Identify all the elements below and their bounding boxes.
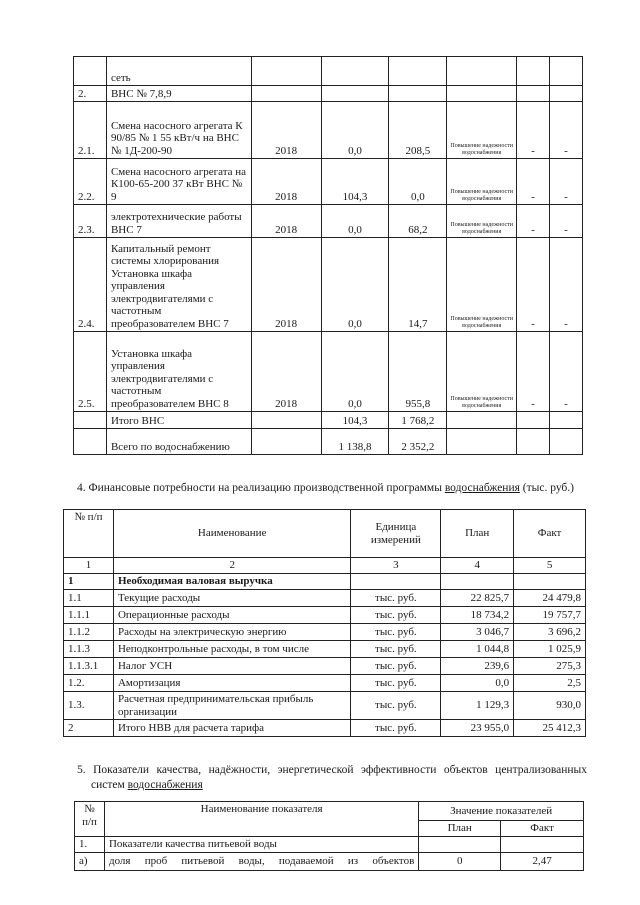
vns-row [74, 102, 583, 159]
vns-year [251, 57, 321, 86]
fin-fact: 930,0 [514, 692, 586, 720]
section-5-heading-line2: систем [91, 779, 128, 791]
vns-name: сеть [106, 57, 251, 86]
financial-row [64, 658, 586, 675]
fin-unit: тыс. руб. [351, 692, 441, 720]
fin-unit: тыс. руб. [351, 590, 441, 607]
fin-plan: 239,6 [441, 658, 514, 675]
vns-num: 2.4. [74, 238, 107, 332]
vns-dash-2 [550, 57, 583, 86]
vns-dash-2 [550, 412, 583, 429]
fin-plan: 1 044,8 [441, 641, 514, 658]
quality-indicators-table [74, 801, 584, 871]
section-4-heading-link: водоснабжения [444, 482, 520, 494]
financial-row [64, 641, 586, 658]
index-cell: 3 [351, 558, 441, 574]
vns-row [74, 412, 583, 429]
vns-dash-2: - [550, 238, 583, 332]
financial-header-row [64, 510, 586, 558]
fin-name: Необходимая валовая выручка [113, 574, 350, 590]
vns-year [251, 412, 321, 429]
index-cell: 1 [64, 558, 114, 574]
vns-value-2 [389, 86, 447, 102]
financial-row [64, 574, 586, 590]
vns-row [74, 86, 583, 102]
vns-value-2: 955,8 [389, 332, 447, 412]
fin-plan [441, 574, 514, 590]
index-cell: 5 [514, 558, 586, 574]
vns-value-1: 0,0 [321, 102, 389, 159]
fin-name: Амортизация [113, 675, 350, 692]
vns-dash-2: - [550, 205, 583, 238]
vns-name: Итого ВНС [106, 412, 251, 429]
fin-fact: 2,5 [514, 675, 586, 692]
fin-fact: 3 696,2 [514, 624, 586, 641]
vns-row [74, 332, 583, 412]
vns-purpose: Повышение надежности водоснабжения [447, 238, 517, 332]
vns-value-1: 0,0 [321, 238, 389, 332]
financial-row [64, 607, 586, 624]
fin-fact: 19 757,7 [514, 607, 586, 624]
fin-plan: 3 046,7 [441, 624, 514, 641]
fin-plan: 0,0 [441, 675, 514, 692]
section-4-heading-text: 4. Финансовые потребности на реализацию производственной программы [77, 482, 445, 494]
quality-fact: 2,47 [501, 853, 584, 871]
vns-value-1 [321, 86, 389, 102]
fin-name: Операционные расходы [113, 607, 350, 624]
quality-row [75, 837, 584, 853]
vns-value-2: 0,0 [389, 159, 447, 205]
fin-num: 2 [64, 720, 114, 737]
vns-dash-2 [550, 86, 583, 102]
vns-investment-table [73, 56, 583, 455]
vns-dash-1: - [517, 205, 550, 238]
section-4-heading-unit: (тыс. руб.) [519, 482, 574, 494]
fin-num: 1.1.3.1 [64, 658, 114, 675]
vns-num [74, 429, 107, 455]
fin-unit: тыс. руб. [351, 720, 441, 737]
fin-fact: 275,3 [514, 658, 586, 675]
financial-row [64, 720, 586, 737]
fin-plan: 18 734,2 [441, 607, 514, 624]
fin-unit: тыс. руб. [351, 658, 441, 675]
quality-header-values: Значение показателей [419, 802, 584, 821]
vns-value-2 [389, 57, 447, 86]
vns-year: 2018 [251, 159, 321, 205]
fin-num: 1.1 [64, 590, 114, 607]
fin-unit: тыс. руб. [351, 607, 441, 624]
vns-row [74, 429, 583, 455]
financial-row [64, 675, 586, 692]
vns-purpose [447, 57, 517, 86]
vns-purpose: Повышение надежности водоснабжения [447, 159, 517, 205]
fin-num: 1.1.1 [64, 607, 114, 624]
fin-num: 1.1.2 [64, 624, 114, 641]
header-num: № п/п [64, 510, 114, 558]
vns-num: 2.5. [74, 332, 107, 412]
fin-name: Итого НВВ для расчета тарифа [113, 720, 350, 737]
vns-name: Всего по водоснабжению [106, 429, 251, 455]
fin-name: Неподконтрольные расходы, в том числе [113, 641, 350, 658]
vns-dash-2: - [550, 102, 583, 159]
fin-fact [514, 574, 586, 590]
vns-dash-1: - [517, 332, 550, 412]
fin-num: 1.3. [64, 692, 114, 720]
vns-num [74, 412, 107, 429]
fin-fact: 24 479,8 [514, 590, 586, 607]
index-cell: 2 [113, 558, 350, 574]
vns-num: 2. [74, 86, 107, 102]
financial-row [64, 692, 586, 720]
fin-name: Расходы на электрическую энергию [113, 624, 350, 641]
quality-plan: 0 [419, 853, 501, 871]
vns-value-1: 104,3 [321, 159, 389, 205]
quality-header-plan: План [419, 821, 501, 837]
vns-year: 2018 [251, 205, 321, 238]
vns-num [74, 57, 107, 86]
vns-dash-1 [517, 412, 550, 429]
financial-index-row [64, 558, 586, 574]
vns-year: 2018 [251, 238, 321, 332]
fin-name: Налог УСН [113, 658, 350, 675]
fin-unit: тыс. руб. [351, 641, 441, 658]
quality-plan [419, 837, 501, 853]
fin-unit: тыс. руб. [351, 624, 441, 641]
quality-fact [501, 837, 584, 853]
index-cell: 4 [441, 558, 514, 574]
fin-unit: тыс. руб. [351, 675, 441, 692]
quality-row [75, 853, 584, 871]
vns-dash-2 [550, 429, 583, 455]
section-5-heading [77, 763, 587, 793]
vns-dash-2: - [550, 332, 583, 412]
vns-dash-1: - [517, 238, 550, 332]
vns-num: 2.2. [74, 159, 107, 205]
vns-value-2: 1 768,2 [389, 412, 447, 429]
fin-name: Текущие расходы [113, 590, 350, 607]
fin-plan: 23 955,0 [441, 720, 514, 737]
vns-value-2: 2 352,2 [389, 429, 447, 455]
vns-value-1: 1 138,8 [321, 429, 389, 455]
vns-purpose [447, 412, 517, 429]
vns-dash-1 [517, 86, 550, 102]
quality-header-row-1 [75, 802, 584, 821]
fin-plan: 1 129,3 [441, 692, 514, 720]
section-5-heading-line1: 5. Показатели качества, надёжности, энергетической эффективности объектов централизованных [77, 764, 587, 776]
vns-dash-1 [517, 57, 550, 86]
vns-row [74, 57, 583, 86]
vns-name: ВНС № 7,8,9 [106, 86, 251, 102]
financial-row [64, 624, 586, 641]
vns-purpose [447, 429, 517, 455]
quality-header-num: № п/п [75, 802, 105, 837]
vns-row [74, 205, 583, 238]
fin-unit [351, 574, 441, 590]
vns-dash-1 [517, 429, 550, 455]
fin-num: 1.2. [64, 675, 114, 692]
vns-value-1 [321, 57, 389, 86]
fin-num: 1.1.3 [64, 641, 114, 658]
section-4-heading [77, 481, 574, 496]
header-name: Наименование [113, 510, 350, 558]
vns-dash-1: - [517, 102, 550, 159]
quality-num: а) [75, 853, 105, 871]
vns-num: 2.3. [74, 205, 107, 238]
header-plan: План [441, 510, 514, 558]
quality-header-name: Наименование показателя [104, 802, 418, 837]
vns-row [74, 159, 583, 205]
vns-year: 2018 [251, 102, 321, 159]
vns-name: Капитальный ремонт системы хлорирования Установка шкафа управления электродвигателями с частотным преобразователем ВНС 7 [106, 238, 251, 332]
fin-plan: 22 825,7 [441, 590, 514, 607]
fin-name: Расчетная предпринимательская прибыль организации [113, 692, 350, 720]
vns-name: Установка шкафа управления электродвигателями с частотным преобразователем ВНС 8 [106, 332, 251, 412]
vns-name: Смена насосного агрегата на К100-65-200 37 кВт ВНС № 9 [106, 159, 251, 205]
vns-name: Смена насосного агрегата К 90/85 № 1 55 кВт/ч на ВНС № 1Д-200-90 [106, 102, 251, 159]
vns-purpose: Повышение надежности водоснабжения [447, 205, 517, 238]
vns-value-1: 104,3 [321, 412, 389, 429]
vns-year: 2018 [251, 332, 321, 412]
fin-num: 1 [64, 574, 114, 590]
vns-dash-2: - [550, 159, 583, 205]
vns-purpose: Повышение надежности водоснабжения [447, 102, 517, 159]
vns-row [74, 238, 583, 332]
vns-value-2: 68,2 [389, 205, 447, 238]
quality-num: 1. [75, 837, 105, 853]
financial-needs-table [63, 509, 586, 737]
vns-year [251, 429, 321, 455]
header-fact: Факт [514, 510, 586, 558]
vns-value-2: 14,7 [389, 238, 447, 332]
vns-purpose [447, 86, 517, 102]
vns-value-2: 208,5 [389, 102, 447, 159]
quality-header-fact: Факт [501, 821, 584, 837]
vns-value-1: 0,0 [321, 205, 389, 238]
fin-fact: 25 412,3 [514, 720, 586, 737]
fin-fact: 1 025,9 [514, 641, 586, 658]
header-unit: Единица измерений [351, 510, 441, 558]
quality-name: Показатели качества питьевой воды [104, 837, 418, 853]
vns-name: электротехнические работы ВНС 7 [106, 205, 251, 238]
section-5-heading-link: водоснабжения [127, 779, 203, 791]
vns-purpose: Повышение надежности водоснабжения [447, 332, 517, 412]
vns-year [251, 86, 321, 102]
quality-name: доля проб питьевой воды, подаваемой из объектов [104, 853, 418, 871]
vns-value-1: 0,0 [321, 332, 389, 412]
vns-dash-1: - [517, 159, 550, 205]
financial-row [64, 590, 586, 607]
vns-num: 2.1. [74, 102, 107, 159]
